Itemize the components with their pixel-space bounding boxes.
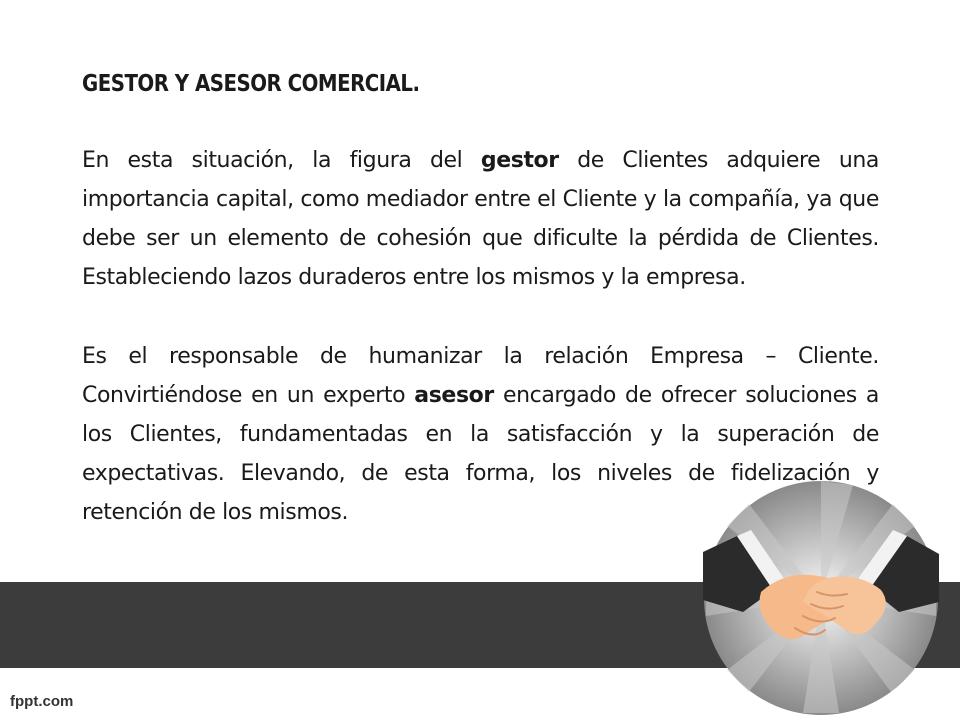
keyword-asesor: asesor	[414, 383, 494, 408]
paragraph-text: de Clientes adquiere una importancia capital, como mediador entre el Cliente y la compañía, ya que debe ser un elemento de cohesión que dificulte la pérdida de Clientes. Estableciendo lazos duraderos entre los mismos y la empresa.	[82, 148, 879, 290]
paragraph-gestor	[82, 141, 879, 297]
footer-brand: fppt.com	[10, 693, 74, 710]
paragraph-text: Es el responsable de humanizar la relación Empresa – Cliente. Convirtiéndose en un experto	[82, 344, 879, 408]
text-content	[82, 64, 879, 525]
paragraph-text: En esta situación, la figura del	[82, 148, 481, 173]
paragraph-text: encargado de ofrecer soluciones a los Clientes, fundamentadas en la satisfacción y la superación de expectativas. Elevando, de esta forma, los niveles de fidelización y retención de los mismos.	[82, 383, 879, 525]
slide-title: GESTOR Y ASESOR COMERCIAL.	[82, 71, 420, 97]
paragraph-asesor	[82, 337, 879, 532]
keyword-gestor: gestor	[480, 148, 559, 173]
